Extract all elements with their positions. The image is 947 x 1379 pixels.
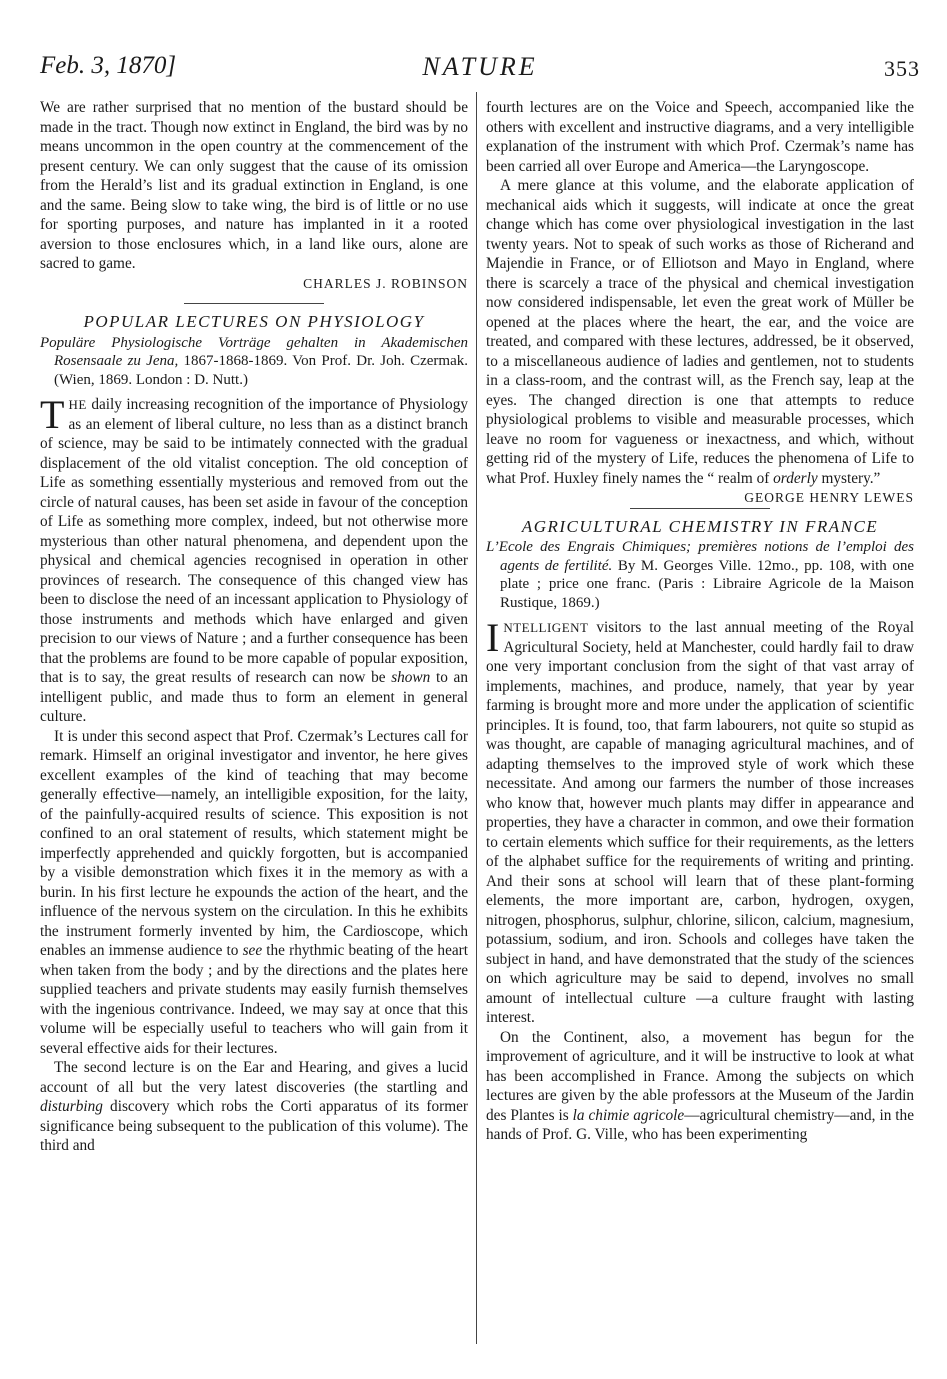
- body-paragraph: INTELLIGENT visitors to the last annual meeting of the Royal Agricultural Society, held at Manchester, could hardly fail to draw one very important conclusion from the sight of that vast array of implements, machines, and produce, namely, that year by year farming is brought more and more under the application of scientific principles. It is found, too, that farm labourers, not quite so stupid as was thought, are capable of managing agricultural machines, and of adapting themselves to the improved style of work which these necessitate. And among our farmers the number of those increases who know that, however much plants may differ in appearance and properties, they have a character in common, and owe their formation to certain elements which suffice for their requirements, as the letters of the alphabet suffice for the requirements of writing and printing. And their sons at school will learn that of these plant-forming elements, the more important are, carbon, hydrogen, oxygen, nitrogen, phosphorus, sulphur, chlorine, silicon, calcium, magnesium, potassium, sodium, and iron. Schools and colleges have taken the subject in hand, and have demonstrated that the study of the sciences on which agriculture may be said to depend, involves no small amount of intellectual culture —a culture fraught with lasting interest.: [486, 615, 914, 1026]
- continued-paragraph: We are rather surprised that no mention of the bustard should be made in the tract. Though now extinct in England, the bird was by no means uncommon in the open country at the commencement of the present century. We can only suggest that the cause of its omission from the Herald’s list and its gradual extinction in England, is one and the same. Being slow to take wing, the bird is of little or no use for sporting purposes, and nature has implanted in it a rooted aversion to those enclosures which, in a land like ours, alone are sacred to game.: [40, 99, 468, 272]
- drop-cap: T: [40, 392, 65, 437]
- section-divider: [630, 508, 770, 509]
- bibliographic-entry: Populäre Physiologische Vorträge gehalten in Akademischen Rosensaale zu Jena, 1867-1868-1869. Von Prof. Dr. Joh. Czermak. (Wien, 1869. London : D. Nutt.): [40, 334, 468, 388]
- section-title: POPULAR LECTURES ON PHYSIOLOGY: [83, 312, 425, 331]
- body-paragraph: THE daily increasing recognition of the importance of Physiology as an element of liberal culture, no less than as a distinct branch of science, may be said to be intimately connected with the gradual displacement of the old vitalist conception. The old conception of Life as something essentially mysterious and removed from out the circle of natural causes, has been set aside in favour of the conception of Life as something more complex, indeed, but not otherwise more mysterious than other natural phenomena, and dependent upon the physical and chemical agencies recognised in operation in other provinces of research. The consequence of this changed view has been to disclose the need of an incessant application to Physiology of those instruments and methods which have enlarged and given precision to our views of Nature ; and a further consequence has been that the problems are found to be more capable of popular exposition, that is to say, the great results of research can now be shown to an intelligent public, and made thus to form an element in general culture.: [40, 392, 468, 725]
- body-paragraph: It is under this second aspect that Prof. Czermak’s Lectures call for remark. Himself an original investigator and inventor, he here gives excellent examples of the kind of teaching that may become generally effective—namely, an intelligible exposition, for the laity, of the painfully-acquired results of science. This exposition is not confined to an oral statement of results, which statement might be imperfectly apprehended and quickly forgotten, but is accompanied by a visible demonstration which fixes it in the memory as with a burin. In his first lecture he expounds the action of the heart, and the influence of the nervous system on the circulation. In this he exhibits the instrument formerly invented by him, the Cardioscope, which enables an immense audience to see the rhythmic beating of the heart when taken from the body ; and by the directions and the plates here supplied teachers and private students may easily furnish themselves with the ingenious contrivance. Indeed, we may say at once that this volume will be especially useful to teachers who will gain from it several effective aids for their lectures.: [40, 727, 469, 1057]
- column-divider: [476, 92, 477, 1344]
- body-paragraph: On the Continent, also, a movement has begun for the improvement of agriculture, and it will be instructive to look at what has been accomplished in France. Among the subjects on which lectures are given by the able professors at the Museum of the Jardin des Plantes is la chimie agricole—agricultural chemistry—and, in the hands of Prof. G. Ville, who has been experimenting: [486, 1028, 914, 1143]
- issue-date: Feb. 3, 1870]: [40, 52, 177, 79]
- running-header: [40, 52, 920, 88]
- body-paragraph: The second lecture is on the Ear and Hearing, and gives a lucid account of all but the very latest discoveries (the startling and disturbing discovery which robs the Corti apparatus of its former significance being subsequent to the publication of this volume). The third and: [40, 1059, 468, 1154]
- bibliographic-entry: L’Ecole des Engrais Chimiques; premières notions de l’emploi des agents de fertilité. By M. Georges Ville. 12mo., pp. 108, with one plate ; price one franc. (Paris : Libraire Agricole de la Maison Rustique, 1869.): [486, 539, 914, 611]
- right-column: [486, 98, 914, 1145]
- left-column: [40, 98, 468, 1156]
- page-number: 353: [884, 56, 920, 81]
- section-title: AGRICULTURAL CHEMISTRY IN FRANCE: [521, 516, 879, 536]
- section-divider: [184, 303, 324, 304]
- author-signature: GEORGE HENRY LEWES: [744, 490, 914, 505]
- author-signature: CHARLES J. ROBINSON: [303, 275, 468, 291]
- body-paragraph: A mere glance at this volume, and the elaborate application of mechanical aids which it suggests, will indicate at once the great change which has come over physiological investigation in the last twenty years. Not to speak of such works as those of Richerand and Majendie in France, or of Elliotson and Mayo in England, where there is scarcely a trace of the physical and chemical investigation now considered indispensable, let even the great work of Müller be opened at the places where the heart, the ear, and the voice are treated, and compared with these lectures, addressed, be it observed, to a miscellaneous audience of ladies and gentlemen, not to students in a class-room, and the contrast will, as the French say, leap at the eyes. The changed direction is one that attempts to reduce physiological problems to visible and measurable processes, which leave no room for vagueness or inexactness, and which, without getting rid of the mystery of Life, reduces the phenomena of Life to what Prof. Huxley finely names the “ realm of orderly mystery.” GEORGE HENRY LEWES: [486, 176, 914, 488]
- continued-paragraph: fourth lectures are on the Voice and Speech, accompanied like the others with excellent and instructive diagrams, and a very intelligible explanation of the instrument with which Prof. Czermak’s name has been carried all over Europe and America—the Laryngoscope.: [486, 99, 914, 175]
- drop-cap: I: [486, 615, 500, 660]
- journal-title: NATURE: [422, 52, 538, 81]
